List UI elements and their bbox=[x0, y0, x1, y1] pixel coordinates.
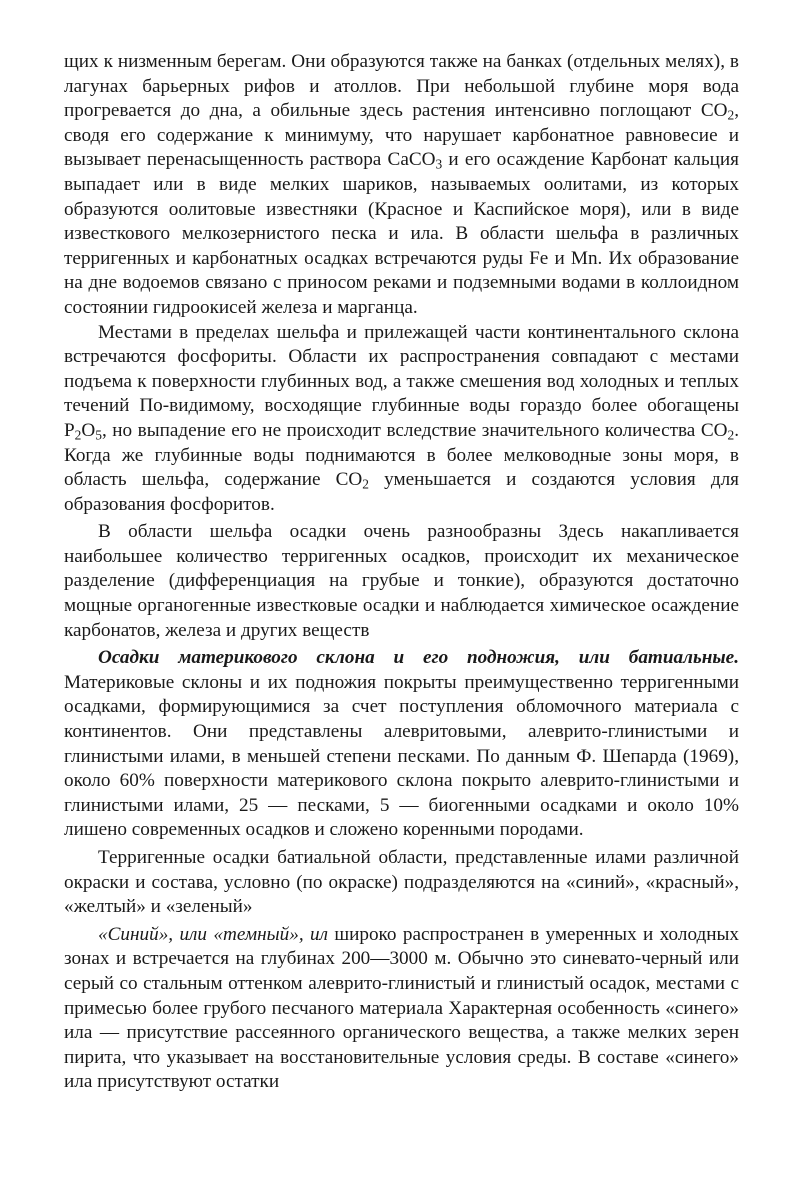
text-run: щих к низменным берегам. Они образуются также на банках (отдельных мелях), в лагунах барьерных рифов и атоллов. При небольшой глубине моря вода прогревается до дна, а обильные здесь растения интенсивно поглощают CO bbox=[64, 51, 739, 122]
text-run: широко распространен в умеренных и холодных зонах и встречается на глубинах 200—3000 м. Обычно это синевато-черный или серый со стальным оттенком алеврито-глинистый и глинистый осадок, местами с примесью более грубого песчаного материала Характерная особенность «синего» ила — присутствие рассеянного органического вещества, а также мелких зерен пирита, что указывает на восстановительные условия среды. В составе «синего» ила присутствуют остатки bbox=[64, 923, 740, 1093]
text-run: , сводя его содержание к минимуму, что нарушает карбонатное равновесие и вызывает перенасыщенность раствора CaCO bbox=[64, 100, 739, 171]
text-run: O bbox=[81, 419, 96, 441]
subscript: 2 bbox=[727, 427, 735, 443]
subscript: 2 bbox=[74, 427, 82, 443]
term-label: «Синий», или «темный», ил bbox=[98, 923, 328, 945]
subscript: 3 bbox=[435, 156, 443, 172]
paragraph-shelf-oolites bbox=[64, 50, 739, 321]
text-run: В области шельфа осадки очень разнообразны Здесь накапливается наибольшее количество терригенных осадков, происходит их механическое разделение (дифференциация на грубые и тонкие), образуются достаточно мощные органогенные известковые осадки и наблюдается химическое осаждение карбонатов, железа и других веществ bbox=[64, 521, 739, 641]
paragraph-phosphorites bbox=[64, 321, 739, 518]
subscript: 2 bbox=[362, 476, 370, 492]
paragraph-terrigenous-muds bbox=[64, 846, 739, 920]
text-run: и его осаждение Карбонат кальция выпадает или в виде мелких шариков, называемых оолитами, из которых образуются оолитовые известняки (Красное и Каспийское моря), или в виде известкового мелкозернистого песка и ила. В области шельфа в различных терригенных и карбонатных осадках встречаются руды Fe и Mn. Их образование на дне водоемов связано с приносом реками и подземными водами в коллоидном состоянии гидроокисей железа и марганца. bbox=[64, 149, 739, 318]
text-run: , но выпадение его не происходит вследствие значительного количества CO bbox=[101, 419, 728, 441]
subscript: 2 bbox=[727, 107, 735, 123]
text-run: Материковые склоны и их подножия покрыты преимущественно терригенными осадками, формирующимися за счет поступления обломочного материала с континентов. Они представлены алевритовыми, алеврито-глинистыми и глинистыми илами, в меньшей степени песками. По данным Ф. Шепарда (1969), около 60% поверхности материкового склона покрыто алеврито-глинистыми и глинистыми илами, 25 — песками, 5 — биогенными осадками и около 10% лишено современных осадков и сложено коренными породами. bbox=[64, 671, 739, 841]
paragraph-shelf-sediments bbox=[64, 520, 739, 643]
section-heading: Осадки материкового склона и его подножия, или батиальные. bbox=[98, 647, 739, 669]
subscript: 5 bbox=[95, 427, 102, 443]
text-run: . Когда же глубинные воды поднимаются в более мелководные зоны моря, в область шельфа, содержание CO bbox=[64, 419, 739, 491]
text-run: уменьшается и создаются условия для образования фосфоритов. bbox=[64, 469, 739, 515]
text-run: Местами в пределах шельфа и прилежащей части континентального склона встречаются фосфориты. Области их распространения совпадают с местами подъема к поверхности глубинных вод, а также смешения вод холодных и теплых течений По-видимому, восходящие глубинные воды гораздо более обогащены P bbox=[64, 321, 739, 441]
paragraph-bathyal-sediments bbox=[64, 646, 739, 843]
document-page bbox=[64, 50, 739, 1095]
text-run: Терригенные осадки батиальной области, представленные илами различной окраски и состава, условно (по окраске) подразделяются на «синий», «красный», «желтый» и «зеленый» bbox=[64, 847, 739, 918]
paragraph-blue-mud bbox=[64, 923, 739, 1095]
